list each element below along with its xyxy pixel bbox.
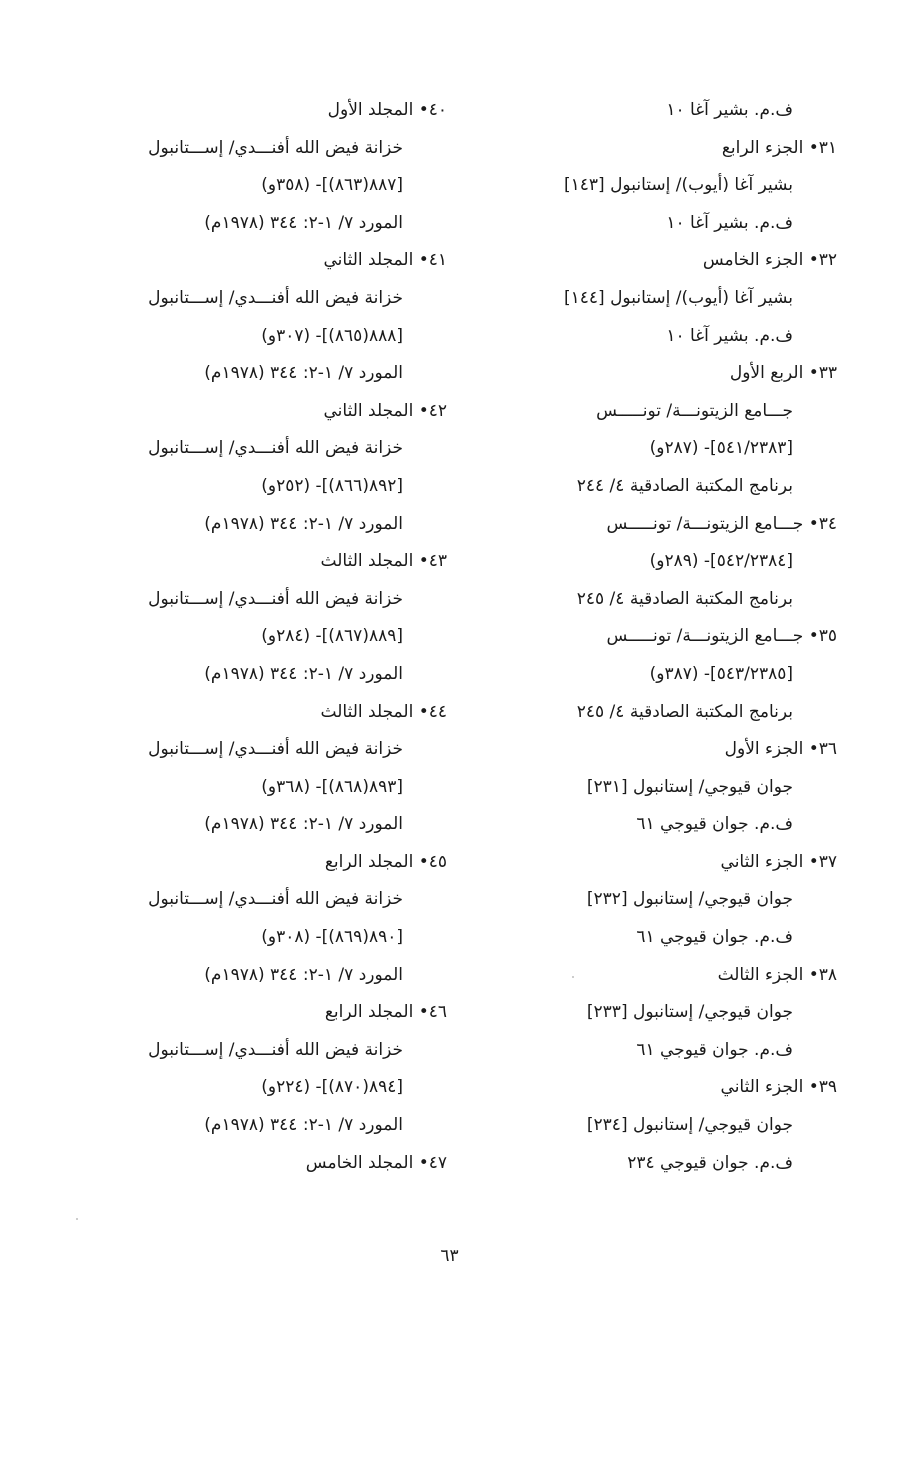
- right-column-entry-heading: ٣٨• الجزء الثالث: [717, 964, 837, 985]
- left-column-entry-detail: خزانة فيض الله أفنـــدي/ إســـتانبول: [148, 438, 403, 459]
- right-column-entry-heading: ٣٩• الجزء الثاني: [720, 1077, 837, 1098]
- left-column-entry-detail: خزانة فيض الله أفنـــدي/ إســـتانبول: [148, 1039, 403, 1060]
- page-number: ٦٣: [440, 1246, 459, 1266]
- right-column-entry-detail: ف.م. جوان قيوجي ٦١: [636, 1039, 793, 1060]
- left-column-entry-detail: المورد ٧/ ١-٢: ٣٤٤ (١٩٧٨م): [204, 513, 403, 534]
- right-column-entry-detail: جـــامع الزيتونـــة/ تونـــــس: [596, 400, 793, 421]
- right-column-entry-detail: برنامج المكتبة الصادقية ٤/ ٢٤٥: [576, 588, 793, 609]
- left-column-entry-heading: ٤٥• المجلد الرابع: [324, 851, 447, 872]
- left-column-entry-detail: المورد ٧/ ١-٢: ٣٤٤ (١٩٧٨م): [204, 964, 403, 985]
- scan-speck: [76, 1218, 78, 1220]
- right-column-entry-detail: جوان قيوجي/ إستانبول [٢٣٣]: [586, 1002, 793, 1023]
- right-column-entry-detail: ف.م. بشير آغا ١٠: [666, 100, 793, 120]
- right-column-entry-detail: ف.م. جوان قيوجي ٦١: [636, 927, 793, 948]
- right-column-entry-detail: [٥٤١/٢٣٨٣]- (٢٨٧و): [649, 438, 793, 459]
- right-column-entry-detail: بشير آغا (أيوب)/ إستانبول [١٤٤]: [564, 287, 793, 308]
- left-column-entry-heading: ٤٣• المجلد الثالث: [320, 551, 447, 572]
- left-column-entry-detail: [٨٩٢(٨٦٦)]- (٢٥٢و): [261, 475, 403, 496]
- left-column-entry-detail: خزانة فيض الله أفنـــدي/ إســـتانبول: [148, 137, 403, 158]
- right-column-entry-heading: ٣٢• الجزء الخامس: [702, 250, 837, 271]
- left-column-entry-detail: خزانة فيض الله أفنـــدي/ إســـتانبول: [148, 287, 403, 308]
- left-column-entry-detail: خزانة فيض الله أفنـــدي/ إســـتانبول: [148, 588, 403, 609]
- left-column-entry-heading: ٤٤• المجلد الثالث: [320, 701, 447, 722]
- left-column-entry-detail: [٨٩٤(٨٧٠)]- (٢٢٤و): [261, 1077, 403, 1098]
- left-column: [87, 92, 447, 1182]
- left-column-entry-heading: ٤٢• المجلد الثاني: [323, 400, 447, 421]
- right-column-entry-heading: ٣٥• جـــامع الزيتونـــة/ تونـــــس: [606, 626, 837, 647]
- right-column-entry-detail: جوان قيوجي/ إستانبول [٢٣٢]: [586, 889, 793, 910]
- left-column-entry-heading: ٤٧• المجلد الخامس: [305, 1152, 447, 1173]
- right-column-entry-detail: جوان قيوجي/ إستانبول [٢٣٤]: [586, 1115, 793, 1136]
- left-column-entry-detail: [٨٩٠(٨٦٩)]- (٣٠٨و): [261, 927, 403, 948]
- right-column-entry-detail: ف.م. بشير آغا ١٠: [666, 212, 793, 233]
- right-column-entry-detail: برنامج المكتبة الصادقية ٤/ ٢٤٤: [576, 475, 793, 496]
- right-column-entry-detail: برنامج المكتبة الصادقية ٤/ ٢٤٥: [576, 701, 793, 722]
- right-column-entry-heading: ٣٦• الجزء الأول: [724, 739, 837, 760]
- right-column-entry-detail: ف.م. بشير آغا ١٠: [666, 325, 793, 346]
- right-column-entry-detail: ف.م. جوان قيوجي ٦١: [636, 814, 793, 835]
- right-column-entry-heading: ٣٣• الربع الأول: [729, 363, 837, 384]
- right-column-entry-detail: ف.م. جوان قيوجي ٢٣٤: [627, 1152, 793, 1173]
- right-column-entry-detail: جوان قيوجي/ إستانبول [٢٣١]: [586, 776, 793, 797]
- left-column-entry-heading: ٤٠• المجلد الأول: [327, 100, 447, 120]
- right-column-entry-detail: [٥٤٣/٢٣٨٥]- (٣٨٧و): [649, 663, 793, 684]
- right-column-entry-heading: ٣١• الجزء الرابع: [721, 137, 837, 158]
- left-column-entry-detail: [٨٨٧(٨٦٣)]- (٣٥٨و): [261, 175, 403, 196]
- left-column-entry-heading: ٤١• المجلد الثاني: [323, 250, 447, 271]
- right-column-entry-heading: ٣٤• جـــامع الزيتونـــة/ تونـــــس: [606, 513, 837, 534]
- left-column-entry-detail: المورد ٧/ ١-٢: ٣٤٤ (١٩٧٨م): [204, 363, 403, 384]
- left-column-entry-detail: المورد ٧/ ١-٢: ٣٤٤ (١٩٧٨م): [204, 212, 403, 233]
- scan-speck: [572, 976, 574, 978]
- right-column-entry-detail: [٥٤٢/٢٣٨٤]- (٢٨٩و): [649, 551, 793, 572]
- left-column-entry-detail: [٨٩٣(٨٦٨)]- (٣٦٨و): [261, 776, 403, 797]
- left-column-entry-detail: خزانة فيض الله أفنـــدي/ إســـتانبول: [148, 739, 403, 760]
- right-column: [477, 92, 837, 1182]
- left-column-entry-detail: خزانة فيض الله أفنـــدي/ إســـتانبول: [148, 889, 403, 910]
- left-column-entry-detail: [٨٨٩(٨٦٧)]- (٢٨٤و): [261, 626, 403, 647]
- left-column-entry-detail: المورد ٧/ ١-٢: ٣٤٤ (١٩٧٨م): [204, 663, 403, 684]
- right-column-entry-heading: ٣٧• الجزء الثاني: [720, 851, 837, 872]
- left-column-entry-detail: [٨٨٨(٨٦٥)]- (٣٠٧و): [261, 325, 403, 346]
- right-column-entry-detail: بشير آغا (أيوب)/ إستانبول [١٤٣]: [564, 175, 793, 196]
- left-column-entry-heading: ٤٦• المجلد الرابع: [324, 1002, 447, 1023]
- left-column-entry-detail: المورد ٧/ ١-٢: ٣٤٤ (١٩٧٨م): [204, 1115, 403, 1136]
- left-column-entry-detail: المورد ٧/ ١-٢: ٣٤٤ (١٩٧٨م): [204, 814, 403, 835]
